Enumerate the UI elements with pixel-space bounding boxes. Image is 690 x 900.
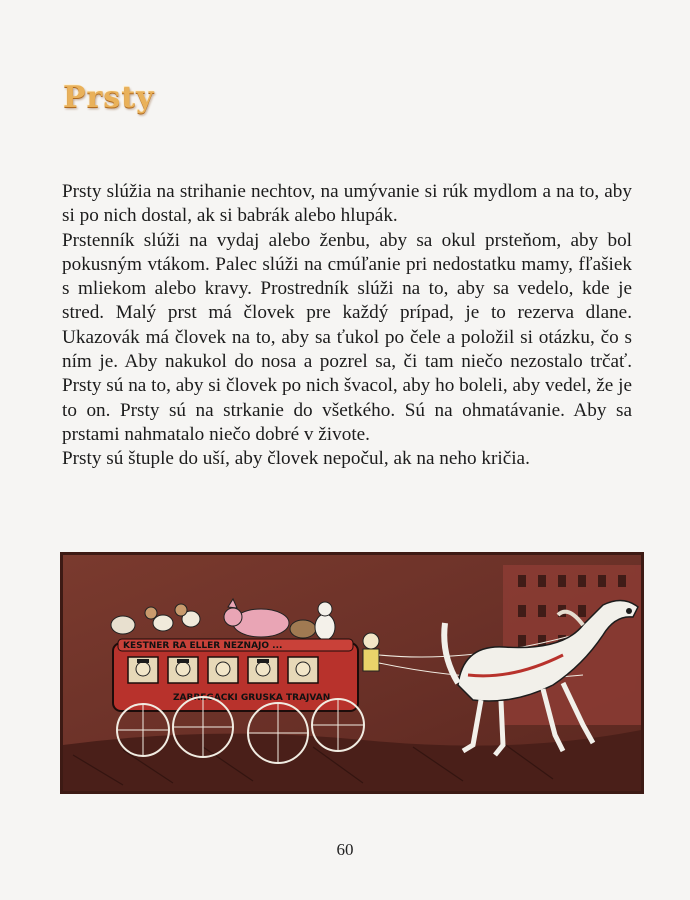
body-text bbox=[62, 180, 632, 472]
coach-lettering-side: ZABREGACKI GRUSKA TRAJVAN bbox=[173, 693, 331, 703]
paragraph-1: Prsty slúžia na strihanie nechtov, na umývanie si rúk mydlom a na to, aby si po nich dostal, ak si babrák alebo hlupák. bbox=[62, 181, 632, 227]
stagecoach-illustration bbox=[60, 552, 644, 794]
paragraph-3: Prsty sú štuple do uší, aby človek nepočul, ak na neho kričia. bbox=[62, 448, 530, 470]
page-title: Prsty bbox=[63, 80, 155, 115]
paragraph-2: Prstenník slúži na vydaj alebo ženbu, aby sa okul prsteňom, aby bol pokusným vtákom. Palec slúži na cmúľanie pri nedostatku mamy, fľašiek s mliekom alebo kravy. Prostredník slúži na to, aby sa vedelo, kde je stred. Malý prst má človek pre každý prípad, je to rezerva dlane. Ukazovák má človek na to, aby sa ťukol po čele a položil si otázku, čo s ním je. Aby nakukol do nosa a pozrel sa, či tam niečo nezostalo trčať. Prsty sú na to, aby si človek po nich švacol, aby ho boleli, aby vedel, že je to on. Prsty sú na strkanie do všetkého. Sú na ohmatávanie. Aby sa prstami nahmatalo niečo dobré v živote. bbox=[62, 229, 632, 445]
coach-lettering-top: KESTNER RA ELLER NEZNAJO ... bbox=[123, 641, 283, 651]
page-number: 60 bbox=[336, 840, 354, 859]
